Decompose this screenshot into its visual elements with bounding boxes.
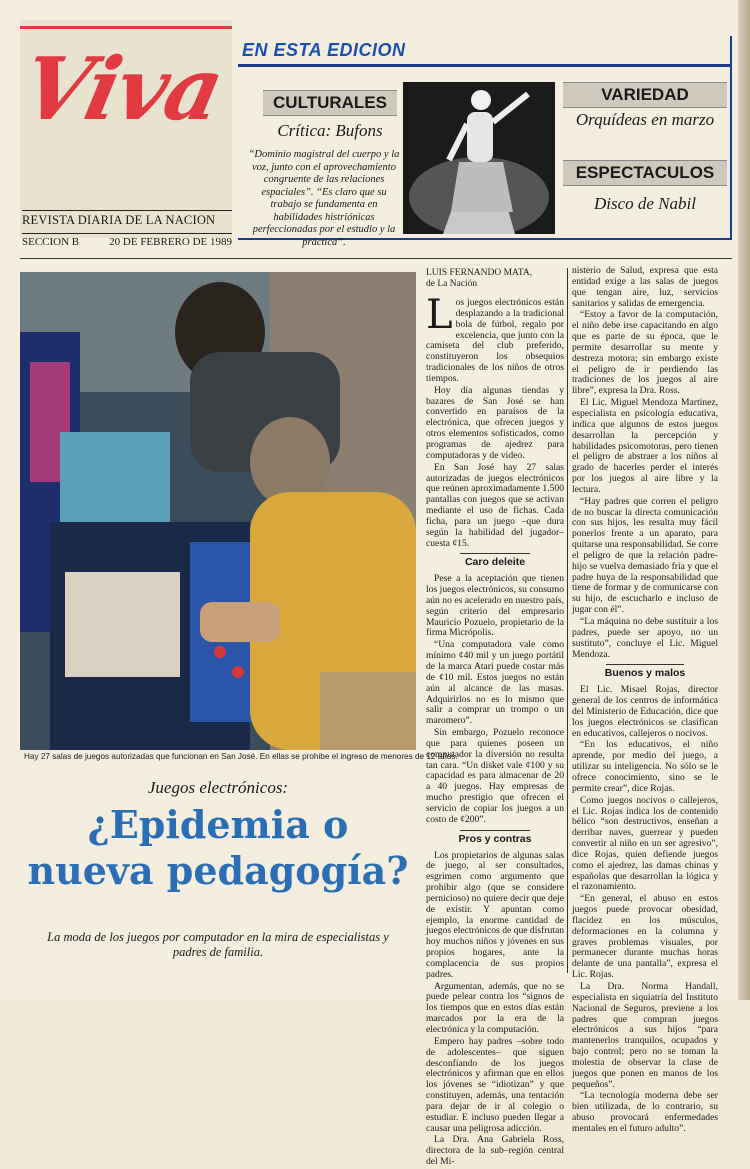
subhead-pros-contras: Pros y contras [426, 834, 564, 845]
culturales-title: Crítica: Bufons [277, 121, 383, 140]
subhead-caro-deleite: Caro deleite [426, 557, 564, 568]
paragraph: Como juegos nocivos o callejeros, el Lic. Rojas indica los de contenido bélico “son destructivos, enseñan a derribar naves, guerrear y pueden convertir al niño en un ser agresivo”, dice Rojas, quien defiende juegos como el ajedrez, las damas chinas y españolas que desarrollan la lógica y el razonamiento. [572, 794, 718, 893]
paragraph: “La máquina no debe sustituir a los padres, puede ser apoyo, no un sustituto”, concluye el Lic. Miguel Mendoza. [572, 616, 718, 660]
paragraph: Argumentan, además, que no se puede pelear contra los “signos de los tiempos que en estos días están marcados por la era de la electrónica y la computación. [426, 980, 564, 1035]
viva-logo: Viva [13, 39, 231, 140]
masthead-info [22, 233, 232, 248]
headline-title: ¿Epidemia o nueva pedagogía? [27, 802, 409, 893]
culturales-tag: CULTURALES [263, 90, 397, 116]
paragraph: En San José hay 27 salas autorizadas de juegos electrónicos que reúnen aproximadamente 1.500 pantallas con juegos que se activan mediante el uso de fichas. Cada ficha, para un juego –que dura según la habilidad del jugador– cuesta ¢15. [426, 461, 564, 549]
paragraph: nisterio de Salud, expresa que esta entidad exige a las salas de juegos que tengan aire, luz, servicios sanitarios y salidas de emergencia. [572, 265, 718, 309]
issue-date: 20 DE FEBRERO DE 1989 [109, 236, 232, 248]
article-column-1 [426, 268, 564, 1169]
paragraph: Pese a la aceptación que tienen los juegos electrónicos, su consumo aún no es acelerado en nuestro país, según criterio del empresario Mauricio Pozuelo, propietario de la firma Micrópolis. [426, 573, 564, 639]
headline-deck: La moda de los juegos por computador en la mira de especialistas y padres de familia. [47, 930, 389, 959]
byline-org: de La Nación [426, 279, 478, 289]
paragraph: La Dra. Norma Handall, especialista en siquiatría del Instituto Nacional de Seguros, previene a los padres que compran juegos electrónicos a sus hijos “para mantenerlos tranquilos, ocupados y bajo control; pero no se toman la molestia de observar la clase de juegos que ponen en manos de los pequeños”. [572, 981, 718, 1090]
headline-kicker: Juegos electrónicos: [147, 778, 289, 797]
performer-image [403, 82, 555, 234]
variedad-tag: VARIEDAD [563, 82, 727, 108]
masthead-subtitle: REVISTA DIARIA DE LA NACION [22, 210, 232, 228]
variedad-title: Orquídeas en marzo [575, 110, 715, 129]
culturales-quote: “Dominio magistral del cuerpo y la voz, junto con el aprovechamiento congruente de las relaciones espaciales”. “Es claro que su trabajo se fundamenta en habilidades histriónicas perfeccionadas por el estudio y la práctica”. [248, 149, 400, 248]
article-column-2 [572, 266, 718, 1136]
photo-caption: Hay 27 salas de juegos autorizadas que funcionan en San José. En ellas se prohibe el ingreso de menores de 12 años. [24, 752, 458, 761]
masthead [13, 20, 232, 248]
paragraph: Sin embargo, Pozuelo reconoce que para quienes poseen un computador la diversión no resulta tan cara. “Un disket vale ¢100 y su capacidad es para almacenar de 20 a 40 juegos. Hay empresas de mucho prestigio que ofrecen el servicio de copiar los juegos a un costo de ¢200”. [426, 727, 564, 825]
bufons-photo [403, 82, 555, 234]
column-rule [567, 268, 568, 973]
paragraph: El Lic. Misael Rojas, director general de los centros de informática del Ministerio de Educación, dice que los juegos electrónicos se clasifican en educativos, callejeros o nocivos. [572, 684, 718, 739]
section-label: SECCION B [22, 236, 80, 248]
paragraph: “En los educativos, el niño aprende, por medio del juego, a utilizar su inteligencia. No sólo se le ofrece conocimiento, sino se le permite crear”, dice Rojas. [572, 739, 718, 794]
edition-title: EN ESTA EDICION [242, 40, 406, 60]
byline-name: LUIS FERNANDO MATA, [426, 268, 533, 278]
paragraph: os juegos electrónicos están desplazando a la tradicional bola de fútbol, regalo por excelencia, que junto con la camiseta del club preferido, constituyeron los obsequios tradicionales de los niños de otros tiempos. [426, 297, 564, 384]
espectaculos-title: Disco de Nabil [594, 194, 696, 213]
edition-rule [238, 64, 732, 67]
top-divider [20, 258, 732, 259]
paragraph: “Estoy a favor de la computación, el niño debe irse capacitando en algo que es parte de su época, que le permite desarrollar su mente y destreza motora; sin embargo existe el peligro de ir perdiendo las tradiciones de los juegos al aire libre”, expresa la Dra. Ross. [572, 309, 718, 397]
paragraph: Los propietarios de algunas salas de juego, al ser consultados, esgrimen como argumento que prohibir algo (que se considere pernicioso) no quiere decir que deje de existir. Y apuntan como ejemplo, la enorme cantidad de juegos electrónicos de que disfrutan hoy muchos niños y jóvenes en sus propios hogares, ante la complacencia de sus propios padres. [426, 849, 564, 980]
paragraph: La Dra. Ana Gabriela Ross, directora de la sub–región central del Mi- [426, 1134, 564, 1168]
paragraph: “La tecnología moderna debe ser bien utilizada, de lo contrario, su abuso provocará enfermedades mentales en el futuro adulto”. [572, 1090, 718, 1134]
byline [426, 268, 564, 290]
drop-cap: L [426, 292, 453, 338]
lead-paragraphs [426, 292, 564, 549]
paragraph: “En general, el abuso en estos juegos puede provocar obesidad, flacidez en los músculos, deformaciones en la columna y graves problemas visuales, por permanecer durante muchas horas delante de una pantalla”, expresa el Lic. Rojas. [572, 893, 718, 981]
subhead-buenos-malos: Buenos y malos [572, 668, 718, 679]
espectaculos-tag: ESPECTACULOS [563, 160, 727, 186]
paragraph: Hoy día algunas tiendas y bazares de San José se han convertido en paraísos de la electrónica, que ofrecen juegos y otros elementos sofisticados, como programas de ajedrez para computadoras y de video. [426, 384, 564, 461]
paragraph: Empero hay padres –sobre todo de adolescentes– que siguen desconfiando de los juegos electrónicos y afirman que en ellos los jóvenes se “idiotizan” y que constituyen, además, una tentación para dejar de ir al colegio o estudiar. E incluso pueden llegar a causar una peligrosa adicción. [426, 1035, 564, 1134]
arcade-photo [20, 272, 416, 750]
arcade-image [20, 272, 416, 750]
paragraph: “Una computadora vale como mínimo ¢40 mil y un juego portátil de la marca Atari puede costar más de ¢10 mil. Estos juegos no están aún al alcance de las masas. Adquirirlos no es lo mismo que salir a comprar un trompo o un maromero”. [426, 639, 564, 727]
page-binding-edge [738, 0, 750, 1000]
paragraph: “Hay padres que corren el peligro de no buscar la directa comunicación con sus hijos, les resulta muy fácil ponerlos frente a un aparato, para quitarse una responsabilidad. Se corre el peligro de que la relación padre-hijo se vuelva demasiado fría y que el padre huya de la responsabilidad que tiene de formar y de comunicarse con su hijo, de escucharlo e incluso de jugar con él”. [572, 495, 718, 616]
paragraph: El Lic. Miguel Mendoza Martínez, especialista en psicología educativa, indica que algunos de estos juegos desarrollan la percepción y habilidades psicomotoras, pero tienen el peligro de abstraer a los niños al grado de hacerles perder el interés por los juegos al aire libre y la lectura. [572, 397, 718, 495]
